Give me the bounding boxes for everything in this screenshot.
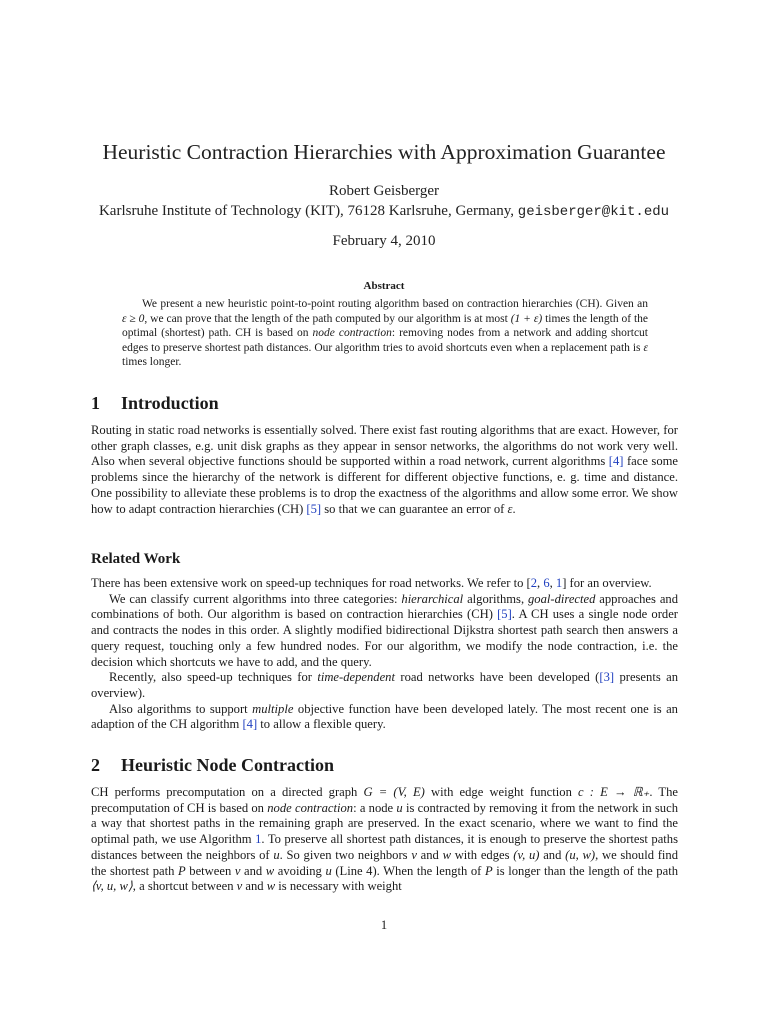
emphasis-text: node contraction	[267, 800, 354, 815]
abstract-math: ε ≥ 0	[122, 312, 145, 325]
paragraph-text: with edge weight function	[424, 785, 579, 799]
related-paragraph-1	[91, 576, 678, 592]
inline-math: G = (V, E)	[363, 785, 425, 799]
abstract-heading: Abstract	[363, 280, 405, 292]
intro-paragraph	[91, 423, 678, 517]
paragraph-text: approaches and combinations of both. Our algorithm is based on contraction hierarchies (CH)	[91, 591, 678, 622]
section-number: 2	[91, 755, 100, 775]
inline-math: ε	[507, 501, 513, 516]
citation-link[interactable]: [4]	[608, 454, 624, 469]
page-number: 1	[380, 918, 388, 932]
citation-link[interactable]: [4]	[242, 717, 258, 732]
paragraph-text: Routing in static road networks is essentially solved. There exist fast routing algorithms that are exact. However, for other graph classes, e.g. unit disk graphs as they appear in sensor networks, the algorithms do not work very well. Also when several objective functions should be supported within a road network, current algorithms	[91, 423, 678, 469]
related-paragraph-2	[91, 592, 678, 671]
paragraph-text: objective function have been developed lately. The most recent one is an adaption of the CH algorithm	[91, 701, 678, 732]
paragraph-text: so that we can guarantee an error of	[321, 501, 508, 516]
paragraph-text: ] for an overview.	[562, 576, 652, 590]
paragraph-text: with edges	[450, 847, 514, 862]
section-heading-introduction	[91, 393, 219, 414]
paragraph-text: road networks have been developed (	[394, 670, 600, 685]
emphasis-text: hierarchical	[401, 591, 464, 606]
inline-math: v	[411, 847, 417, 862]
inline-math: u	[273, 847, 280, 862]
author-affiliation	[0, 203, 768, 220]
paragraph-text: There has been extensive work on speed-up techniques for road networks. We refer to [	[91, 576, 531, 590]
inline-math: u	[396, 800, 403, 815]
paragraph-text: to allow a flexible query.	[257, 717, 386, 732]
inline-math: w	[265, 863, 275, 878]
citation-separator: ,	[537, 576, 544, 590]
inline-math: u	[325, 863, 332, 878]
paper-title: Heuristic Contraction Hierarchies with Approximation Guarantee	[102, 140, 666, 164]
emphasis-text: goal-directed	[528, 591, 596, 606]
paragraph-text: algorithms,	[463, 591, 528, 606]
inline-math: P	[484, 863, 493, 878]
paragraph-text: , a shortcut between	[132, 879, 237, 894]
inline-math: v	[236, 879, 243, 894]
paragraph-text: . The precomputation of CH is based on	[91, 785, 678, 815]
paragraph-text: and	[242, 879, 267, 894]
related-work-paragraphs	[91, 576, 678, 733]
abstract-text: : removing nodes from a network and adding shortcut edges to preserve shortest path distances. Our algorithm tries to avoid shortcuts even when a replacement path is	[122, 327, 649, 354]
inline-math: (v, u)	[513, 847, 540, 862]
paragraph-text: is necessary with weight	[275, 879, 402, 894]
paragraph-text: avoiding	[274, 863, 326, 878]
paragraph-text: and	[539, 847, 566, 862]
paragraph-text: between	[185, 863, 235, 878]
paragraph-text: face some problems since the hierarchy of the network is different for different objective functions, e. g. time and distance. One possibility to alleviate these problems is to drop the exactness of the algorithms and allow some error. We show how to adapt contraction hierarchies (CH)	[91, 454, 679, 516]
paragraph-text: .	[512, 501, 516, 516]
section2-paragraph	[91, 785, 678, 895]
paragraph-text: . A CH uses a single node order and contracts the nodes in this order. A slightly modified bidirectional Dijkstra shortest path search then answers a query request, touching only a few hundred nodes. For our algorithm, we modify the node contraction, i.e. the decision which shortcuts we have to add, and the query.	[91, 607, 678, 669]
inline-math: P	[178, 863, 186, 878]
section-heading-heuristic-node-contraction	[91, 755, 334, 776]
abstract-text: times the length of the optimal (shortest) path. CH is based on	[122, 312, 649, 340]
citation-link[interactable]: [5]	[497, 607, 512, 622]
inline-math: v	[234, 863, 241, 878]
inline-math: w	[266, 879, 276, 894]
paragraph-text: and	[416, 847, 443, 862]
citation-separator: ,	[549, 576, 556, 590]
abstract-text: , we can prove that the length of the path computed by our algorithm is at most	[144, 312, 511, 325]
abstract-math: ε	[643, 341, 648, 354]
emphasis-text: multiple	[252, 701, 294, 716]
abstract-math: (1 + ε)	[510, 312, 543, 325]
citation-link[interactable]: 2	[530, 576, 538, 590]
paragraph-text: . To preserve all shortest path distances, it is enough to preserve the shortest paths distances between the neighbors of	[91, 832, 678, 862]
paragraph-text: is longer than the length of the path	[492, 863, 678, 878]
algorithm-link[interactable]: 1	[255, 832, 262, 847]
related-paragraph-4	[91, 702, 678, 733]
section-title: Heuristic Node Contraction	[121, 755, 334, 775]
citation-link[interactable]: [3]	[599, 670, 615, 685]
subsection-heading-related-work: Related Work	[91, 551, 181, 567]
inline-math: (u, w)	[565, 847, 596, 862]
citation-link[interactable]: [5]	[306, 501, 322, 516]
paragraph-text: and	[240, 863, 266, 878]
author-name: Robert Geisberger	[328, 183, 440, 199]
citation-link[interactable]: 6	[543, 576, 550, 590]
paragraph-text: Also algorithms to support	[109, 701, 253, 716]
paragraph-text: is contracted by removing it from the network in such a way that shortest paths in the remaining graph are preserved. In the exact scenario, where we want to find the optimal path, we use Algorithm	[91, 800, 678, 847]
inline-math: ⟨v, u, w⟩	[91, 879, 133, 894]
paragraph-text: presents an overview).	[91, 670, 678, 700]
affiliation-text: Karlsruhe Institute of Technology (KIT), 76128 Karlsruhe, Germany,	[98, 203, 515, 219]
citation-link[interactable]: 1	[555, 576, 563, 590]
paragraph-text: . So given two neighbors	[279, 847, 412, 862]
abstract-emphasis: node contraction	[312, 327, 392, 340]
author-email[interactable]: geisberger@kit.edu	[517, 204, 670, 220]
emphasis-text: time-dependent	[317, 670, 395, 685]
abstract-body	[122, 297, 648, 370]
paragraph-text: Recently, also speed-up techniques for	[109, 670, 318, 685]
section-number: 1	[91, 393, 100, 413]
paragraph-text: We can classify current algorithms into three categories:	[109, 591, 402, 606]
paragraph-text: : a node	[353, 800, 397, 815]
section-title: Introduction	[121, 393, 219, 413]
inline-math: w	[442, 847, 451, 862]
paragraph-text: , we should find the shortest path	[91, 847, 679, 878]
paragraph-text: CH performs precomputation on a directed graph	[91, 785, 364, 799]
paragraph-text: (Line 4). When the length of	[331, 863, 485, 878]
related-paragraph-3	[91, 670, 678, 701]
abstract-text: We present a new heuristic point-to-point routing algorithm based on contraction hierarchies (CH). Given an	[142, 298, 648, 310]
abstract-text: times longer.	[122, 356, 182, 369]
paper-date: February 4, 2010	[332, 233, 436, 249]
inline-math: c : E → ℝ₊	[578, 785, 650, 799]
